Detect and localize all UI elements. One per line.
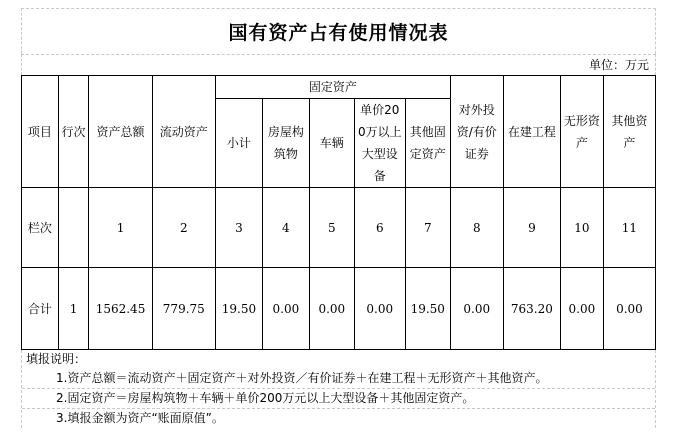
total-value: 0.00 (262, 268, 309, 350)
column-number: 5 (309, 188, 354, 268)
column-number: 7 (405, 188, 450, 268)
column-number: 8 (450, 188, 503, 268)
total-value: 0.00 (560, 268, 603, 350)
column-number: 3 (215, 188, 262, 268)
header-intangible: 无形资产 (560, 76, 603, 188)
header-total-assets: 资产总额 (89, 76, 152, 188)
column-number: 10 (560, 188, 603, 268)
report-sheet (21, 8, 656, 428)
filling-notes (21, 350, 656, 428)
column-number: 6 (354, 188, 405, 268)
column-number-blank (58, 188, 89, 268)
total-value: 0.00 (354, 268, 405, 350)
total-value: 763.20 (503, 268, 560, 350)
header-buildings: 房屋构筑物 (262, 99, 309, 188)
note-line: 2.固定资产＝房屋构筑物＋车辆＋单价200万元以上大型设备＋其他固定资产。 (22, 388, 655, 408)
total-value: 1562.45 (89, 268, 152, 350)
total-value: 19.50 (405, 268, 450, 350)
column-number-row (22, 188, 656, 268)
column-number: 11 (603, 188, 655, 268)
total-label: 合计 (22, 268, 59, 350)
header-other-fixed: 其他固定资产 (405, 99, 450, 188)
header-row-no: 行次 (58, 76, 89, 188)
header-external-investment: 对外投资/有价证券 (450, 76, 503, 188)
total-value: 0.00 (450, 268, 503, 350)
header-vehicles: 车辆 (309, 99, 354, 188)
header-construction: 在建工程 (503, 76, 560, 188)
total-value: 0.00 (309, 268, 354, 350)
total-value: 779.75 (152, 268, 215, 350)
header-fixed-assets: 固定资产 (215, 76, 450, 99)
column-number: 1 (89, 188, 152, 268)
header-large-equipment: 单价200万以上大型设备 (354, 99, 405, 188)
column-number-label: 栏次 (22, 188, 59, 268)
note-line: 3.填报金额为资产“账面原值”。 (22, 408, 655, 428)
unit-label: 单位：万元 (21, 54, 656, 75)
column-number: 2 (152, 188, 215, 268)
total-value: 0.00 (603, 268, 655, 350)
header-row-1 (22, 76, 656, 99)
total-value: 19.50 (215, 268, 262, 350)
page-title: 国有资产占有使用情况表 (21, 8, 656, 54)
notes-title: 填报说明： (26, 352, 87, 366)
note-line: 1.资产总额＝流动资产＋固定资产＋对外投资／有价证券＋在建工程＋无形资产＋其他资产。 (56, 371, 548, 385)
column-number: 9 (503, 188, 560, 268)
header-item: 项目 (22, 76, 59, 188)
total-row (22, 268, 656, 350)
total-row-no: 1 (58, 268, 89, 350)
header-subtotal: 小计 (215, 99, 262, 188)
asset-table (21, 75, 656, 350)
header-other-assets: 其他资产 (603, 76, 655, 188)
column-number: 4 (262, 188, 309, 268)
header-current-assets: 流动资产 (152, 76, 215, 188)
